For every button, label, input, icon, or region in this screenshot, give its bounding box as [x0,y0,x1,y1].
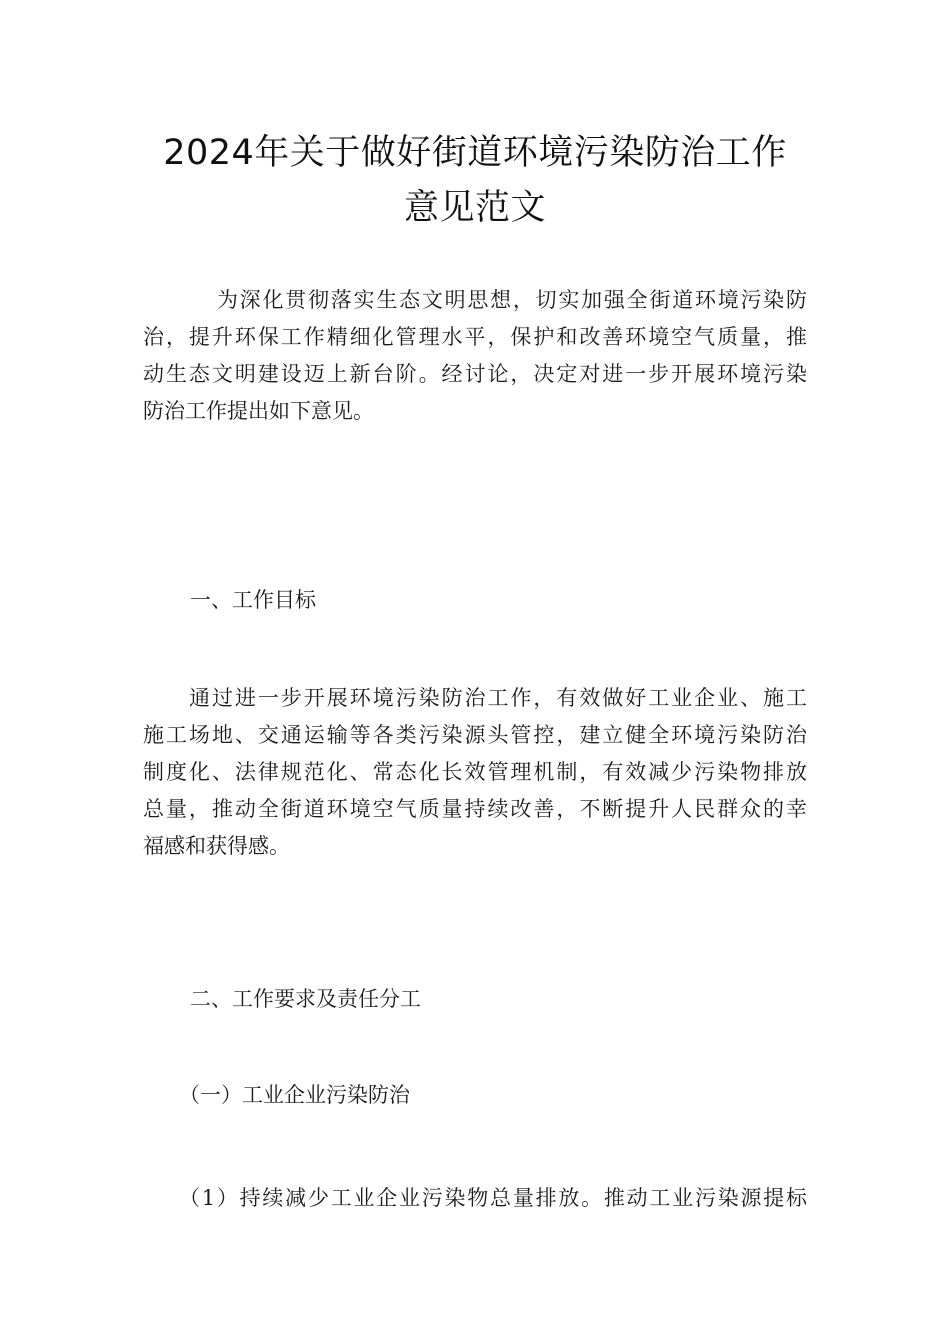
title-line-1: 2024年关于做好街道环境污染防治工作 [163,133,787,173]
section-heading-goals: 一、工作目标 [190,588,316,612]
section-heading-requirements: 二、工作要求及责任分工 [190,987,421,1011]
goals-line: 通过进一步开展环境污染防治工作，有效做好工业企业、施工 [189,686,807,710]
intro-paragraph [143,282,807,430]
goals-line: 制度化、法律规范化、常态化长效管理机制，有效减少污染物排放 [143,760,807,784]
goals-line: 施工场地、交通运输等各类污染源头管控，建立健全环境污染防治 [143,723,807,747]
intro-line: 治，提升环保工作精细化管理水平，保护和改善环境空气质量，推 [143,325,807,349]
intro-line: 为深化贯彻落实生态文明思想，切实加强全街道环境污染防 [217,288,807,312]
document-title [100,126,850,236]
intro-line: 动生态文明建设迈上新台阶。经讨论，决定对进一步开展环境污染 [143,362,807,386]
title-line-2: 意见范文 [403,188,546,228]
goals-line: 福感和获得感。 [143,834,290,858]
goals-paragraph [143,680,807,865]
subsection-heading-industrial: （一）工业企业污染防治 [179,1083,410,1107]
item-paragraph [143,1180,807,1217]
goals-line: 总量，推动全街道环境空气质量持续改善，不断提升人民群众的幸 [143,797,807,821]
item-line: （1）持续减少工业企业污染物总量排放。推动工业污染源提标 [179,1186,807,1210]
intro-line: 防治工作提出如下意见。 [143,399,374,423]
